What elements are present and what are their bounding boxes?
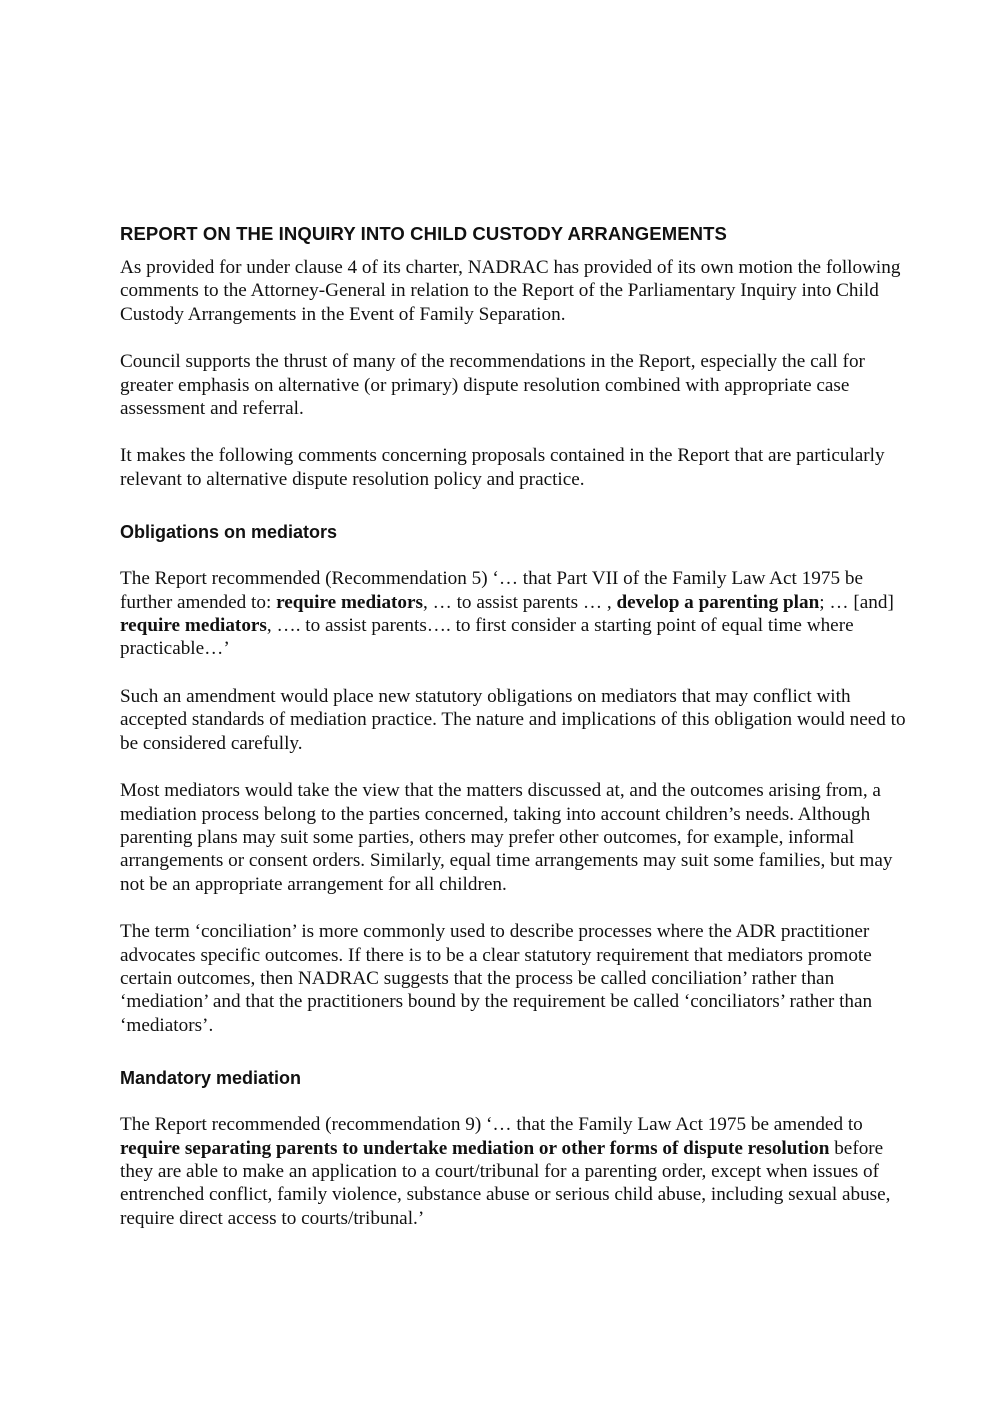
rec5-text-2: , … to assist parents … , bbox=[423, 591, 617, 613]
recommendation-9-paragraph bbox=[120, 1113, 910, 1230]
intro-paragraph-2: Council supports the thrust of many of the recommendations in the Report, especially the call for greater emphasis on alternative (or primary) dispute resolution combined with appropriate case assessment and referral. bbox=[120, 351, 865, 420]
obligations-paragraph-4: The term ‘conciliation’ is more commonly used to describe processes where the ADR practitioner advocates specific outcomes. If there is to be a clear statutory requirement that mediators promote certain outcomes, then NADRAC suggests that the process be called conciliation’ rather than ‘mediation’ and that the practitioners bound by the requirement be called ‘conciliators’ rather than ‘mediators’. bbox=[120, 921, 873, 1036]
rec5-bold-3: require mediators bbox=[120, 615, 267, 637]
document-title: REPORT ON THE INQUIRY INTO CHILD CUSTODY ARRANGEMENTS bbox=[120, 223, 727, 244]
document-body bbox=[120, 222, 910, 1230]
obligations-paragraph-2: Such an amendment would place new statutory obligations on mediators that may conflict with accepted standards of mediation practice. The nature and implications of this obligation would need to be considered carefully. bbox=[120, 685, 906, 754]
rec9-text-1: The Report recommended (recommendation 9) ‘… that the Family Law Act 1975 be amended to bbox=[120, 1114, 863, 1136]
rec9-text-2: before they are able to make an application to a court/tribunal for a parenting order, except when issues of entrenched conflict, family violence, substance abuse or serious child abuse, including sexual abuse, require direct access to courts/tribunal.’ bbox=[120, 1137, 891, 1229]
rec5-text-3: ; … [and] bbox=[819, 591, 894, 613]
rec5-bold-1: require mediators bbox=[276, 591, 424, 613]
recommendation-5-paragraph bbox=[120, 567, 910, 661]
rec5-text-1: The Report recommended (Recommendation 5) ‘… that Part VII of the Family Law Act 1975 be further amended to: bbox=[120, 568, 863, 613]
obligations-paragraph-3: Most mediators would take the view that the matters discussed at, and the outcomes arising from, a mediation process belong to the parties concerned, taking into account children’s needs. Although parenting plans may suit some parties, others may prefer other outcomes, for example, informal arrangements or consent orders. Similarly, equal time arrangements may suit some families, but may not be an appropriate arrangement for all children. bbox=[120, 780, 893, 895]
rec5-bold-2: develop a parenting plan bbox=[616, 591, 820, 613]
section-heading-mandatory: Mandatory mediation bbox=[120, 1068, 302, 1089]
section-heading-obligations: Obligations on mediators bbox=[120, 522, 338, 543]
intro-paragraph-1: As provided for under clause 4 of its charter, NADRAC has provided of its own motion the following comments to the Attorney-General in relation to the Report of the Parliamentary Inquiry into Child Custody Arrangements in the Event of Family Separation. bbox=[120, 257, 901, 325]
rec9-bold-1: require separating parents to undertake mediation or other forms of dispute resolution bbox=[120, 1137, 830, 1159]
rec5-text-4: , …. to assist parents…. to first consider a starting point of equal time where practicable…’ bbox=[120, 615, 854, 660]
intro-paragraph-3: It makes the following comments concerning proposals contained in the Report that are particularly relevant to alternative dispute resolution policy and practice. bbox=[120, 445, 885, 490]
